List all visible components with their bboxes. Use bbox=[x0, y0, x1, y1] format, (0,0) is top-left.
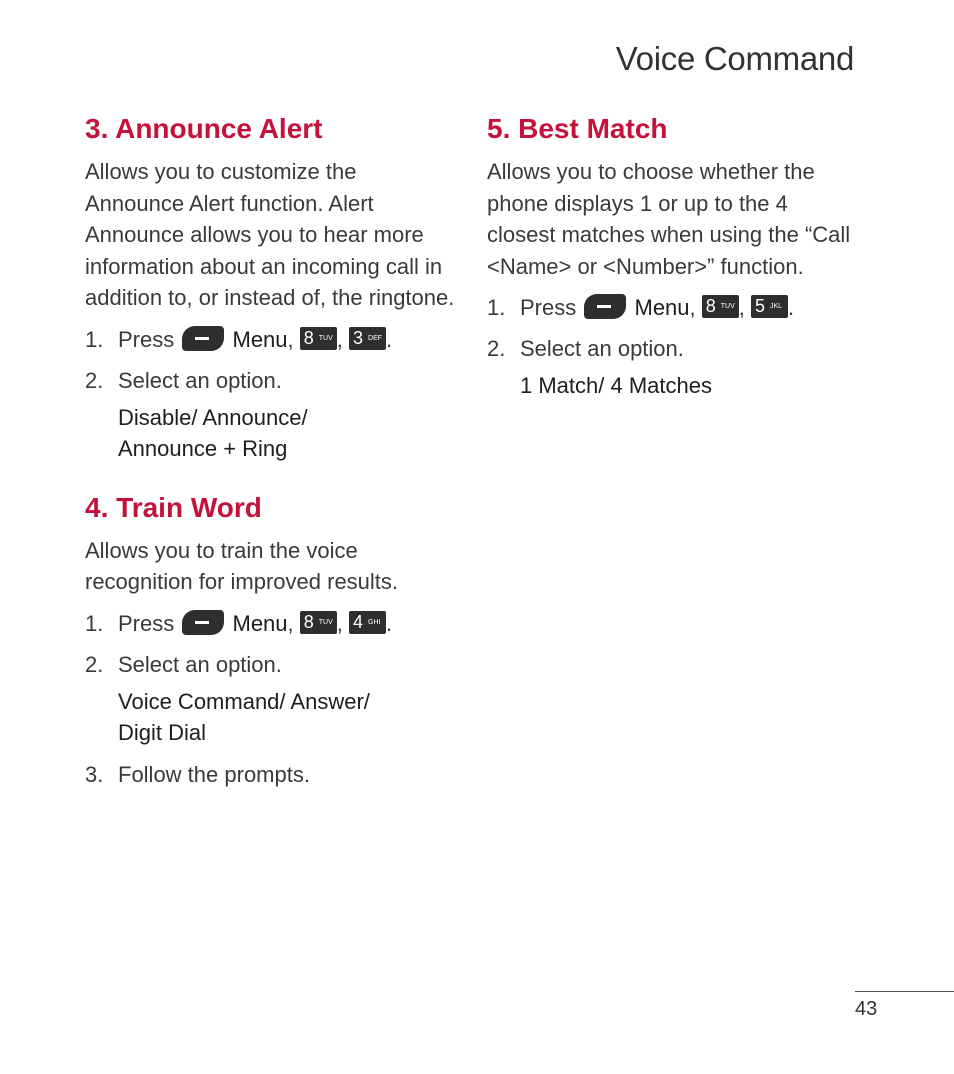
step-number: 1. bbox=[85, 326, 104, 352]
steps-list bbox=[85, 608, 455, 680]
step-text: Select an option. bbox=[118, 367, 282, 393]
section-heading: 4. Train Word bbox=[85, 491, 262, 523]
key-5-icon: 5 JKL bbox=[751, 295, 788, 318]
section-description: Allows you to choose whether the phone displays 1 or up to the 4 closest matches when using the “Call <Name> or <Number>” function. bbox=[487, 159, 851, 279]
left-soft-key-icon bbox=[182, 326, 224, 351]
step-item bbox=[85, 365, 455, 396]
step-number: 1. bbox=[85, 610, 104, 636]
step-item: 1. Press Menu, 8 TUV , 3 DEF . bbox=[85, 324, 455, 355]
options-text bbox=[520, 370, 857, 402]
press-label: Press bbox=[520, 295, 577, 320]
footer-divider bbox=[855, 991, 954, 992]
options-line: Voice Command/ Answer/ bbox=[118, 688, 370, 714]
menu-label: Menu bbox=[232, 326, 288, 352]
step-number: 2. bbox=[85, 367, 104, 393]
step-item: 1. Press Menu, 8 TUV , 5 JKL . bbox=[487, 292, 857, 323]
step-number: 3. bbox=[85, 761, 104, 787]
page-number: 43 bbox=[855, 998, 878, 1020]
right-column bbox=[487, 112, 857, 412]
left-soft-key-icon bbox=[182, 610, 224, 635]
steps-list bbox=[85, 759, 455, 790]
key-8-icon: 8 TUV bbox=[702, 295, 739, 318]
section-description: Allows you to customize the Announce Alert function. Alert Announce allows you to hear more information about an incoming call in addition to, or instead of, the ringtone. bbox=[85, 159, 455, 310]
section-description: Allows you to train the voice recognition for improved results. bbox=[85, 537, 399, 594]
section-best-match bbox=[487, 112, 857, 402]
step-item bbox=[85, 649, 455, 680]
key-4-icon: 4 GHI bbox=[349, 611, 386, 634]
options-line: Digit Dial bbox=[118, 720, 207, 745]
step-text: Follow the prompts. bbox=[118, 761, 310, 787]
chapter-title: Voice Command bbox=[615, 40, 854, 77]
section-announce-alert bbox=[85, 112, 455, 465]
press-label: Press bbox=[118, 610, 175, 636]
step-item bbox=[487, 333, 857, 364]
section-heading: 3. Announce Alert bbox=[85, 113, 323, 144]
press-label: Press bbox=[118, 326, 175, 352]
left-soft-key-icon bbox=[584, 294, 626, 319]
step-number: 1. bbox=[487, 295, 506, 320]
key-3-icon: 3 DEF bbox=[349, 327, 386, 350]
options-text bbox=[118, 686, 455, 749]
step-number: 2. bbox=[487, 336, 506, 361]
step-text: Select an option. bbox=[118, 651, 282, 677]
steps-list bbox=[85, 324, 455, 396]
step-text: Select an option. bbox=[520, 336, 684, 361]
step-item: 1. Press Menu, 8 TUV , 4 GHI . bbox=[85, 608, 455, 639]
step-number: 2. bbox=[85, 651, 104, 677]
options-line: 1 Match/ 4 Matches bbox=[520, 373, 712, 398]
left-column bbox=[85, 112, 455, 800]
options-line: Disable/ Announce/ bbox=[118, 404, 308, 430]
section-heading: 5. Best Match bbox=[487, 113, 668, 144]
options-line: Announce + Ring bbox=[118, 436, 288, 461]
step-item bbox=[85, 759, 455, 790]
menu-label: Menu bbox=[232, 610, 288, 636]
steps-list bbox=[487, 292, 857, 364]
options-text bbox=[118, 402, 455, 465]
key-8-icon: 8 TUV bbox=[300, 611, 337, 634]
menu-label: Menu bbox=[634, 295, 690, 320]
key-8-icon: 8 TUV bbox=[300, 327, 337, 350]
section-train-word bbox=[85, 491, 455, 790]
